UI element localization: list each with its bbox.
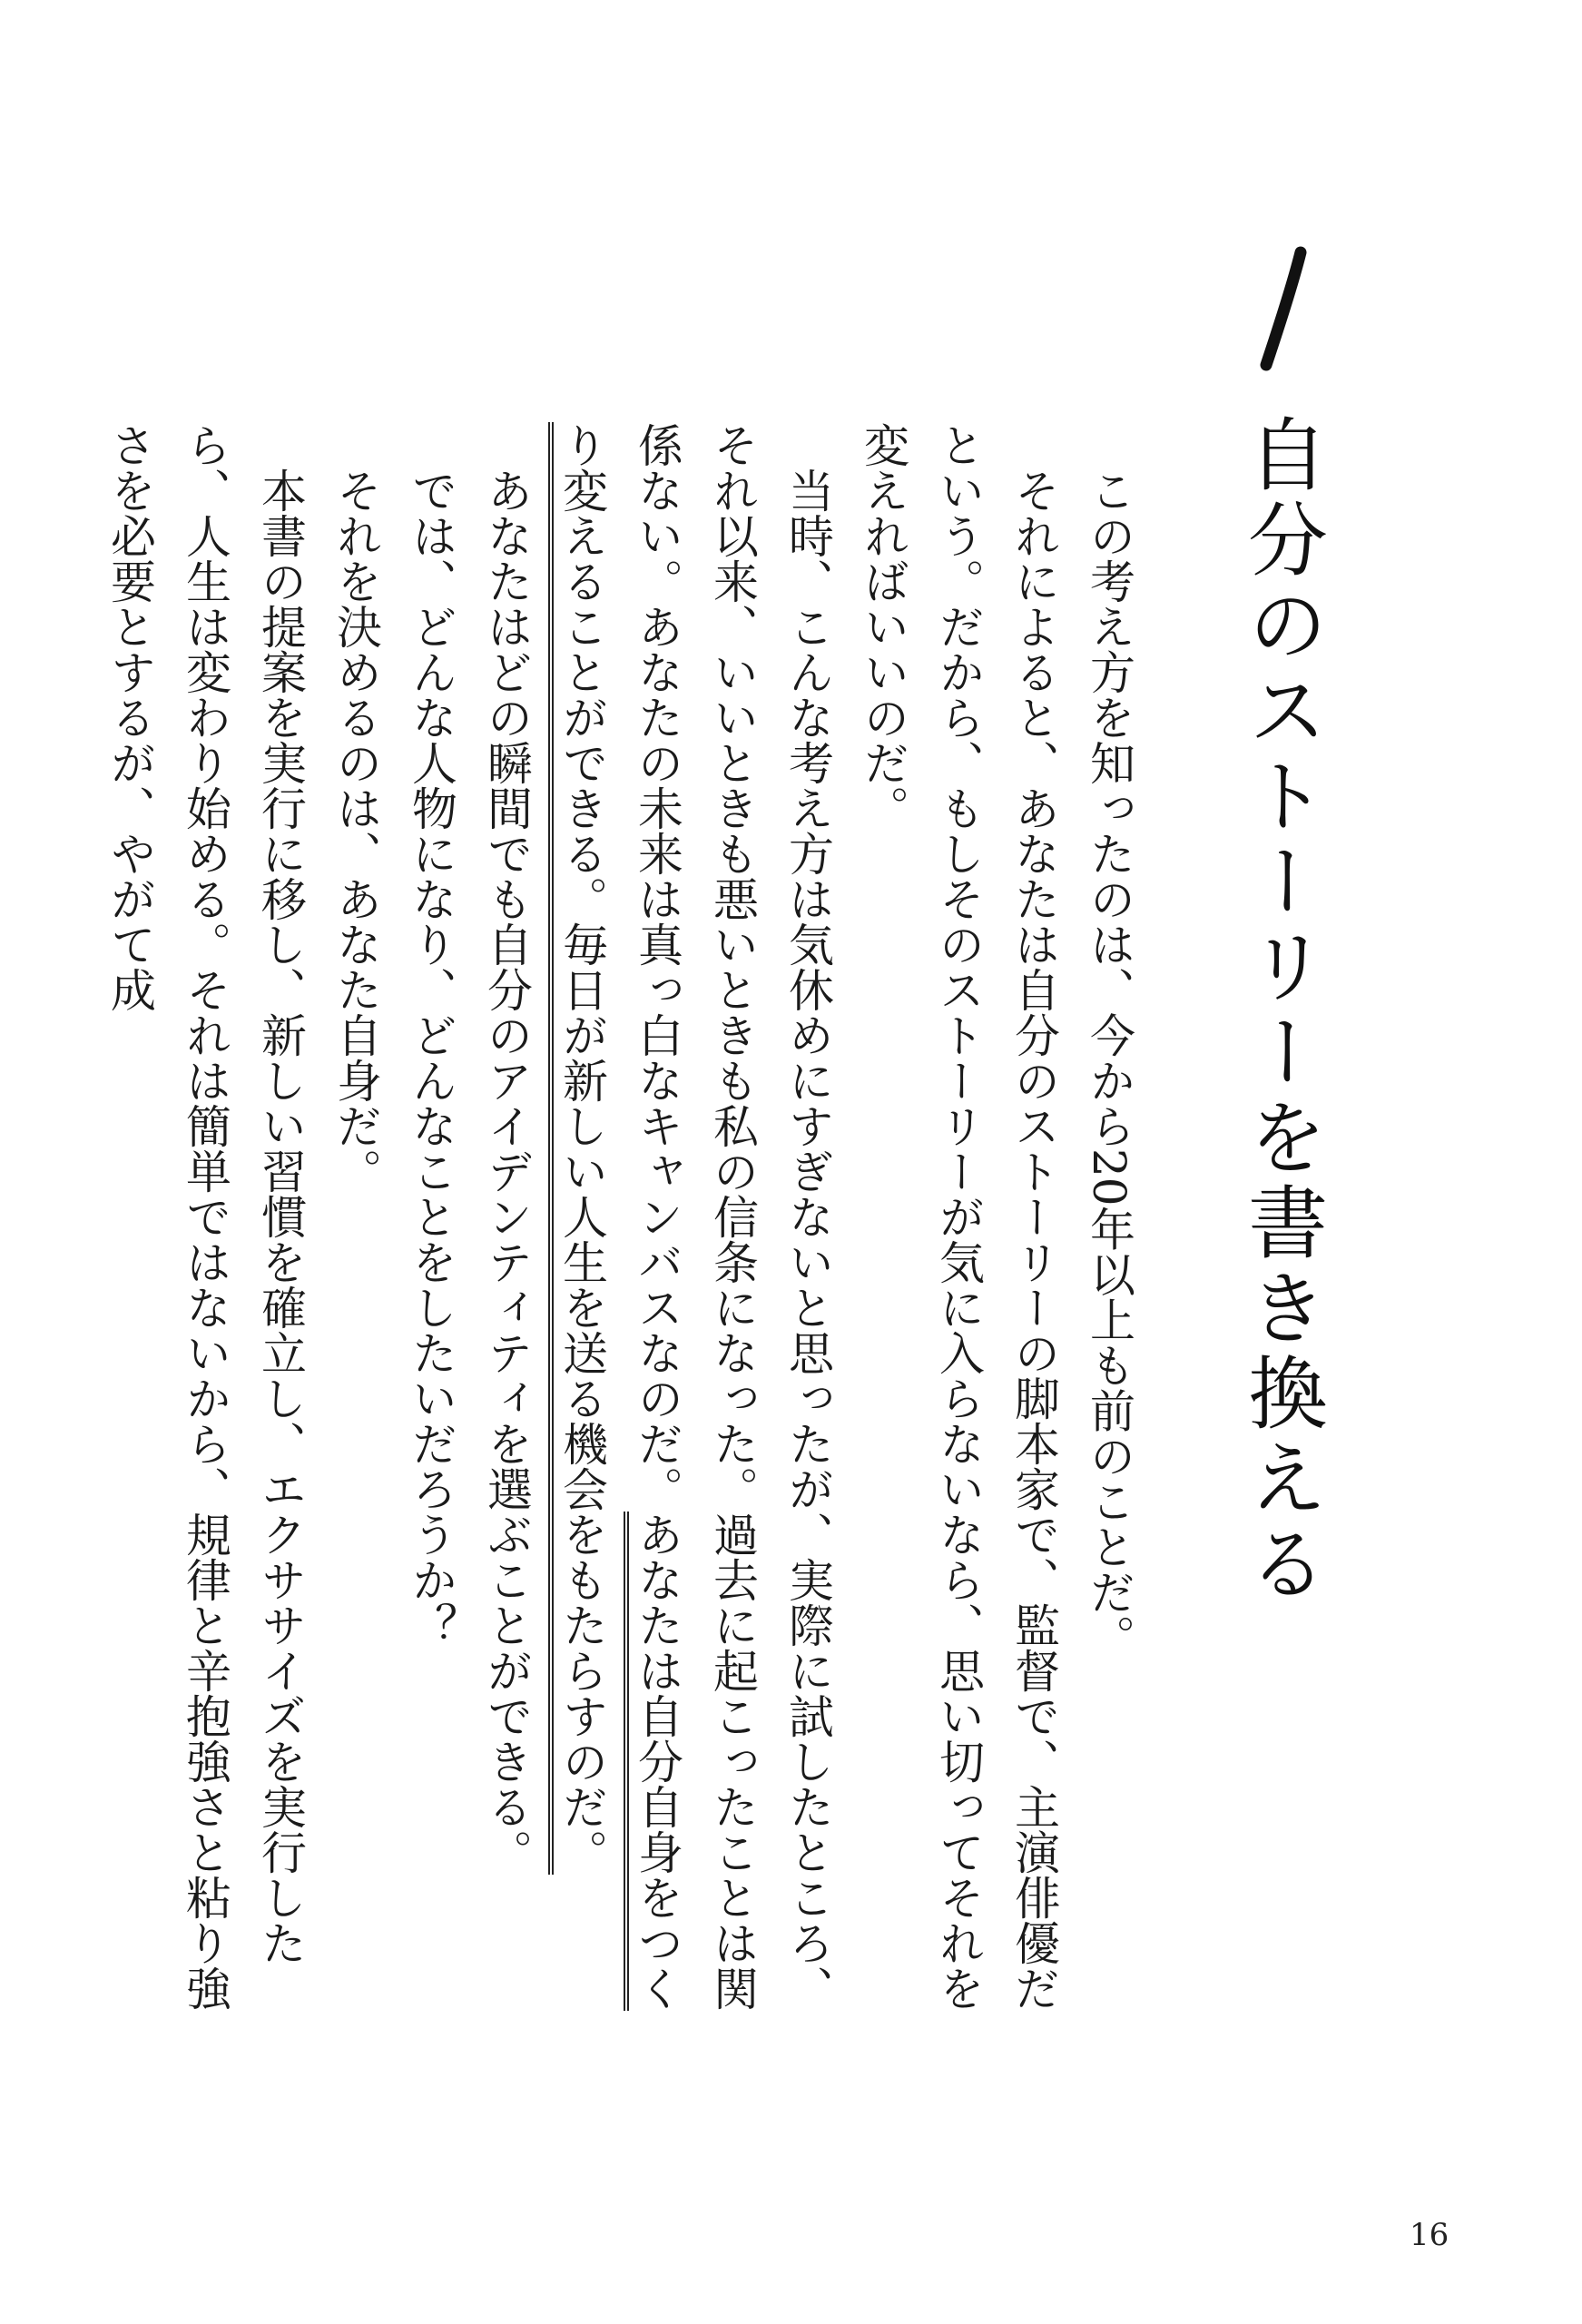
- paragraph-3-text: 当時、こんな考え方は気休めにすぎないと思ったが、実際に試したところ、それ以来、いいときも悪いときも私の信条になった。過去に起こったことは関係ない。あなたの未来は真っ白なキャンバスなのだ。: [631, 422, 834, 2011]
- paragraph-1-text: この考え方を知ったのは、今から20年以上も前のことだ。: [1083, 468, 1135, 1660]
- body-text: [92, 422, 1146, 2047]
- emphasized-sentence: あなたは自分自身をつくり変えることができる。毎日が新しい人生を送る機会をもたらすのだ。: [548, 422, 683, 2011]
- paragraph-2: [845, 422, 1071, 2047]
- paragraph-5: [393, 422, 468, 2047]
- page-number: 16: [1410, 2217, 1449, 2253]
- paragraph-4: [468, 422, 544, 2047]
- paragraph-7-text: 本書の提案を実行に移し、新しい習慣を確立し、エクササイズを実行したら、人生は変わり始める。それは簡単ではないから、規律と辛抱強さと粘り強さを必要とするが、やがて成: [103, 422, 307, 2011]
- paragraph-6: [318, 422, 393, 2047]
- paragraph-7: [92, 422, 318, 2047]
- chapter-number-text: [1248, 372, 1249, 373]
- paragraph-2-text: それによると、あなたは自分のストーリーの脚本家で、監督で、主演俳優だという。だから、もしそのストーリーが気に入らないなら、思い切ってそれを変えればいいのだ。: [857, 422, 1060, 2011]
- paragraph-1: [1071, 422, 1146, 2047]
- chapter-number: [1248, 245, 1321, 372]
- chapter-number-glyph: [1248, 245, 1321, 372]
- chapter-title: 自分のストーリーを書き換える: [1235, 413, 1329, 1608]
- paragraph-5-text: では、どんな人物になり、どんなことをしたいだろうか？: [405, 468, 457, 1648]
- paragraph-4-text: あなたはどの瞬間でも自分のアイデンティティを選ぶことができる。: [480, 468, 533, 1875]
- paragraph-3: [544, 422, 845, 2047]
- paragraph-6-text: それを決めるのは、あなた自身だ。: [329, 468, 382, 1194]
